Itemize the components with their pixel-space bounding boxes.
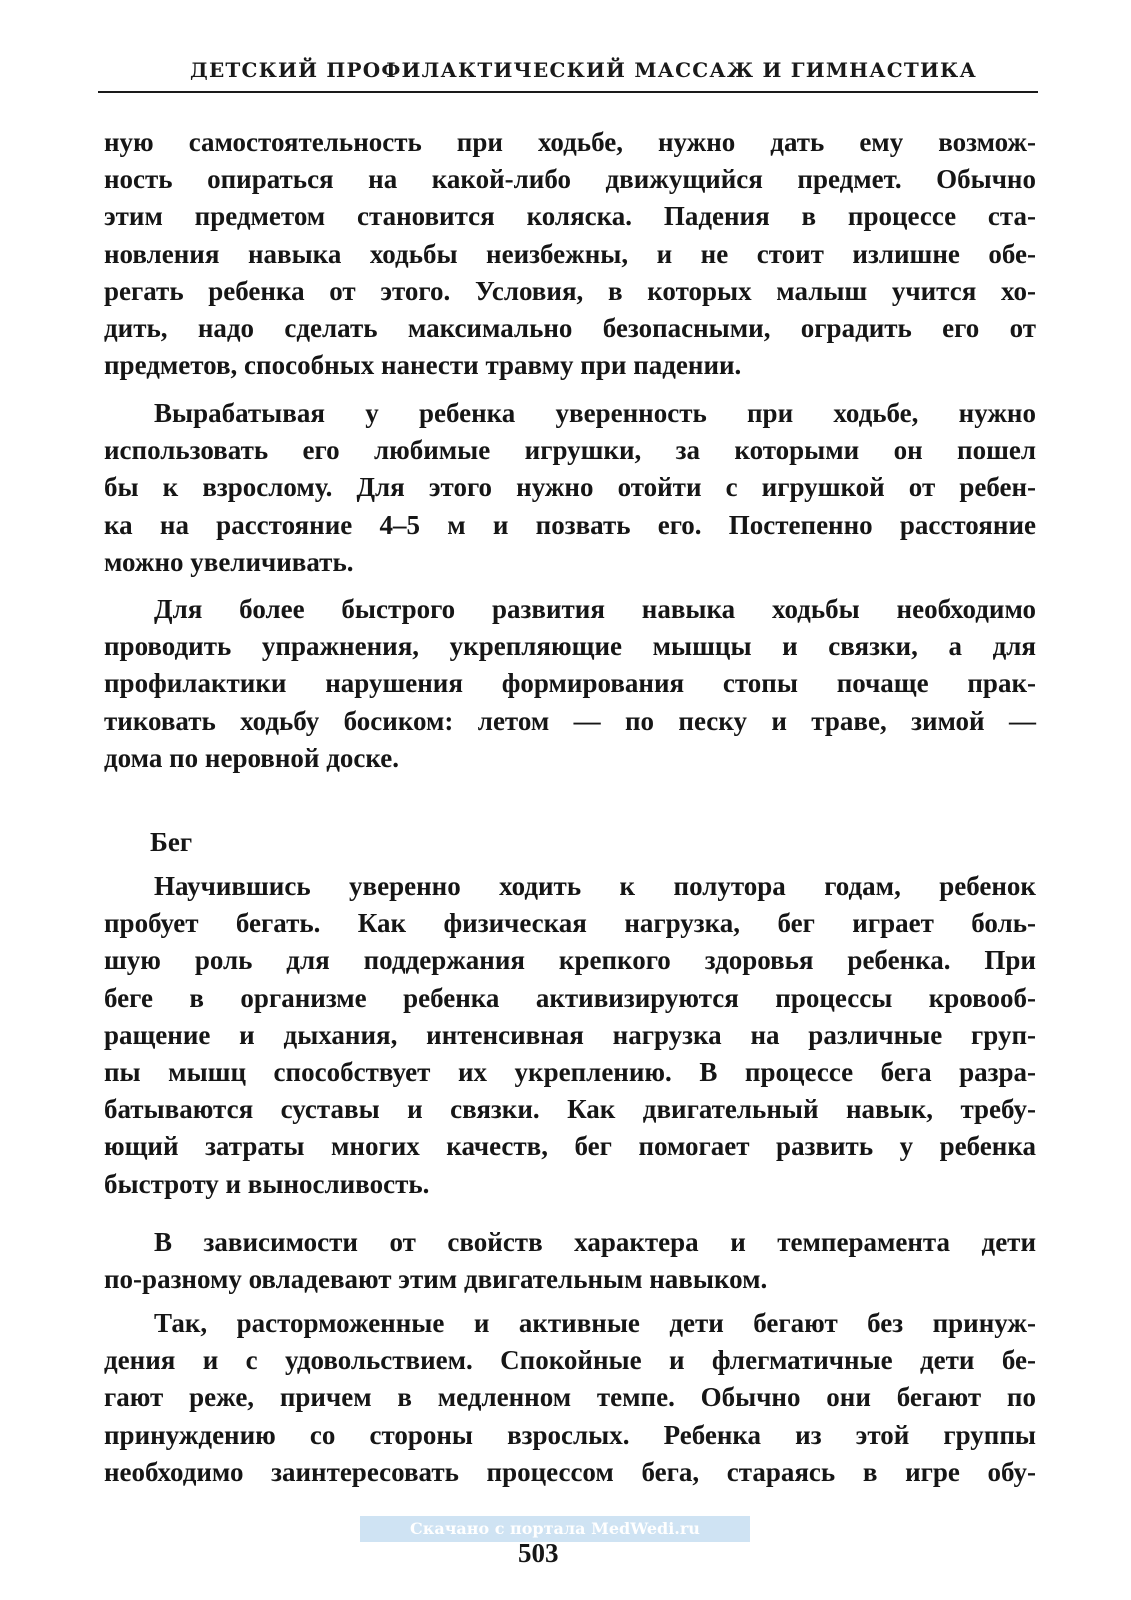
text-line: беге в организме ребенка активизируются процессы кровооб-: [104, 982, 1036, 1013]
paragraph-active-children: [104, 1305, 1036, 1491]
text-line: пробует бегать. Как физическая нагрузка, бег играет боль-: [104, 908, 1036, 939]
text-line: Вырабатывая у ребенка уверенность при ходьбе, нужно: [154, 398, 1036, 428]
text-line: ную самостоятельность при ходьбе, нужно дать ему возмож-: [104, 127, 1036, 157]
text-line: Для более быстрого развития навыка ходьбы необходимо: [154, 594, 1036, 624]
watermark-banner: Скачано с портала MedWedi.ru: [360, 1516, 750, 1542]
paragraph-running: [104, 868, 1036, 1203]
text-line: ющий затраты многих качеств, бег помогает развить у ребенка: [104, 1131, 1036, 1162]
text-line: быстроту и выносливость.: [104, 1168, 430, 1199]
text-line: дить, надо сделать максимально безопасными, оградить его от: [104, 313, 1036, 344]
text-line: гают реже, причем в медленном темпе. Обычно они бегают по: [104, 1382, 1036, 1413]
text-line: проводить упражнения, укрепляющие мышцы и связки, а для: [104, 631, 1036, 662]
text-line: по-разному овладевают этим двигательным навыком.: [104, 1264, 768, 1295]
paragraph-toys: [104, 395, 1036, 581]
text-line: этим предметом становится коляска. Падения в процессе ста-: [104, 201, 1036, 232]
text-line: дения и с удовольствием. Спокойные и флегматичные дети бе-: [104, 1345, 1036, 1376]
text-line: В зависимости от свойств характера и темперамента дети: [154, 1227, 1036, 1257]
text-line: Так, расторможенные и активные дети бегают без принуж-: [154, 1308, 1036, 1338]
text-line: Научившись уверенно ходить к полутора годам, ребенок: [154, 871, 1036, 901]
text-line: принуждению со стороны взрослых. Ребенка из этой группы: [104, 1419, 1036, 1450]
text-line: регать ребенка от этого. Условия, в которых малыш учится хо-: [104, 275, 1036, 306]
page-number: 503: [518, 1538, 559, 1568]
text-line: ность опираться на какой-либо движущийся предмет. Обычно: [104, 164, 1036, 195]
section-heading: Бег: [150, 827, 193, 857]
paragraph-temperament: [104, 1224, 1036, 1298]
text-line: ка на расстояние 4–5 м и позвать его. Постепенно расстояние: [104, 509, 1036, 540]
text-line: профилактики нарушения формирования стопы почаще прак-: [104, 668, 1036, 699]
text-line: новления навыка ходьбы неизбежны, и не стоит излишне обе-: [104, 238, 1036, 269]
text-line: ращение и дыхания, интенсивная нагрузка на различные груп-: [104, 1019, 1036, 1050]
text-line: дома по неровной доске.: [104, 742, 399, 773]
running-head: ДЕТСКИЙ ПРОФИЛАКТИЧЕСКИЙ МАССАЖ И ГИМНАСТИКА: [190, 58, 977, 82]
text-line: шую роль для поддержания крепкого здоровья ребенка. При: [104, 945, 1036, 976]
header-rule: [98, 91, 1038, 93]
paragraph-continuation: [104, 124, 1036, 384]
text-line: тиковать ходьбу босиком: летом — по песку и траве, зимой —: [104, 705, 1036, 736]
text-line: предметов, способных нанести травму при падении.: [104, 350, 742, 381]
text-line: использовать его любимые игрушки, за которыми он пошел: [104, 435, 1036, 466]
text-line: батываются суставы и связки. Как двигательный навык, требу-: [104, 1094, 1036, 1125]
text-line: необходимо заинтересовать процессом бега, стараясь в игре обу-: [104, 1456, 1036, 1487]
text-line: бы к взрослому. Для этого нужно отойти с игрушкой от ребен-: [104, 472, 1036, 503]
paragraph-exercises: [104, 591, 1036, 777]
text-line: пы мышц способствует их укреплению. В процессе бега разра-: [104, 1057, 1036, 1088]
text-line: можно увеличивать.: [104, 546, 354, 577]
